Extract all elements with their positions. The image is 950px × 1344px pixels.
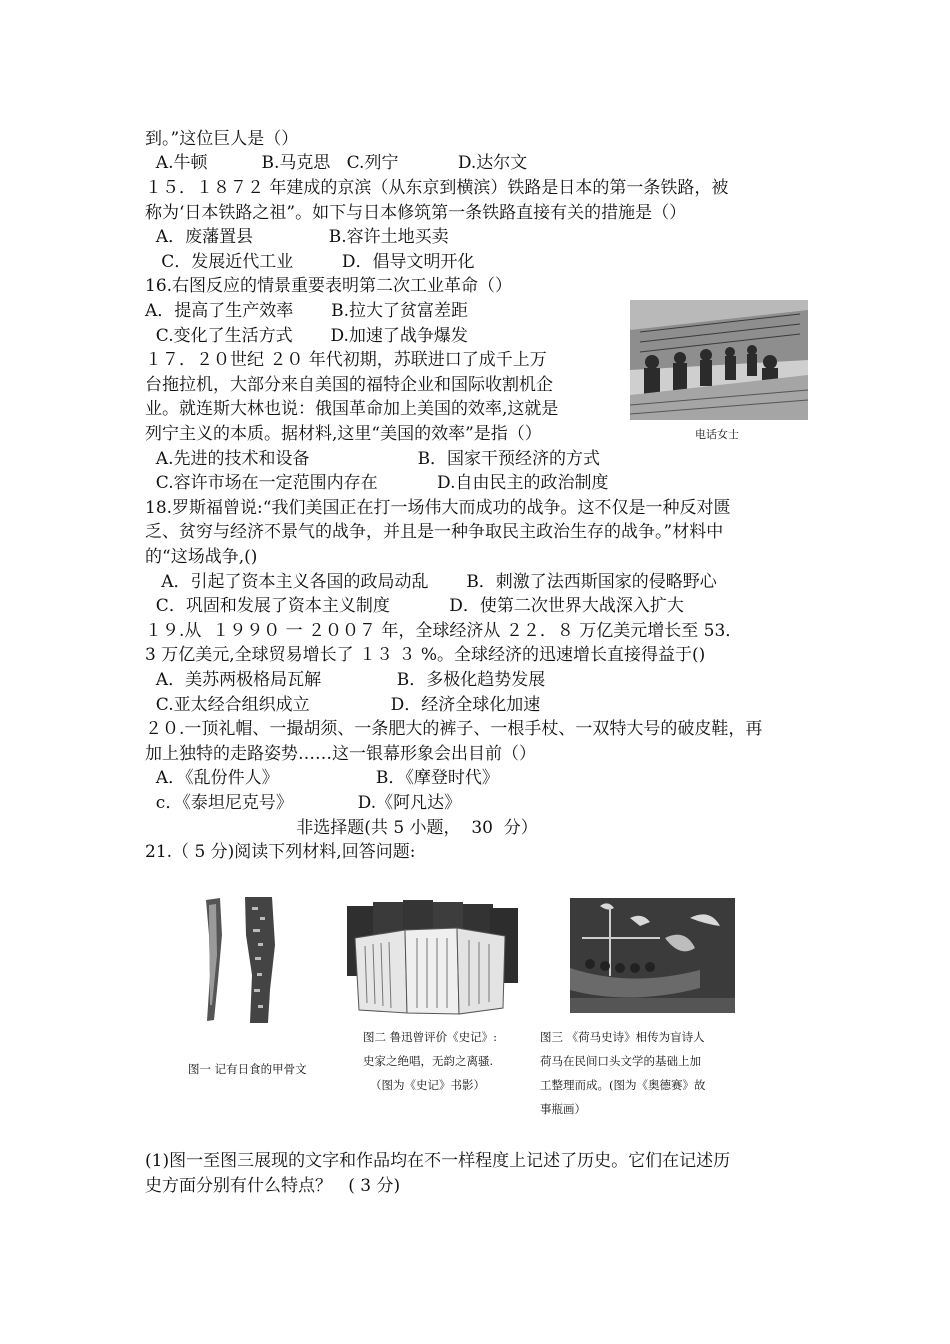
figure-2-caption: 图二 鲁迅曾评价《史记》: — [363, 1030, 498, 1044]
telephone-operators-image — [630, 300, 808, 420]
text-line: A．提高了生产效率 B.拉大了贫富差距 — [145, 301, 468, 321]
question-line: 史方面分别有什么特点？ ( 3 分) — [145, 1176, 401, 1196]
odyssey-vase-image — [570, 898, 735, 1013]
text-line: 台拖拉机，大部分来自美国的福特企业和国际收割机企 — [145, 375, 553, 395]
figure-1-caption: 图一 记有日食的甲骨文 — [188, 1062, 307, 1076]
oracle-bone-image — [200, 895, 290, 1025]
text-line: c．《泰坦尼克号》 D.《阿凡达》 — [145, 793, 462, 813]
text-line: C．发展近代工业 D．倡导文明开化 — [145, 252, 475, 272]
text-line: 加上独特的走路姿势……这一银幕形象会出目前（） — [145, 744, 536, 764]
text-line: 18.罗斯福曾说:“我们美国正在打一场伟大而成功的战争。这不仅是一种反对匮 — [145, 498, 731, 518]
text-line: 16.右图反应的情景重要表明第二次工业革命（） — [145, 276, 513, 296]
text-line: A．《乱份件人》 B．《摩登时代》 — [145, 768, 499, 788]
text-line: A．美苏两极格局瓦解 B．多极化趋势发展 — [145, 670, 546, 690]
text-line: １５．１８７２ 年建成的京滨（从东京到横滨）铁路是日本的第一条铁路，被 — [145, 178, 729, 198]
text-line: 称为‘日本铁路之祖”。如下与日本修筑第一条铁路直接有关的措施是（） — [145, 203, 687, 223]
figure-3-caption: 荷马在民间口头文学的基础上加 — [540, 1054, 701, 1068]
text-line: A.牛顿 B.马克思 C.列宁 D.达尔文 — [145, 153, 528, 173]
text-line: 业。就连斯大林也说：俄国革命加上美国的效率,这就是 — [145, 399, 559, 419]
text-line: １９.从 １９９０ 一 ２００７ 年，全球经济从 ２２．８ 万亿美元增长至 53． — [145, 621, 743, 641]
text-line: 的“这场战争,() — [145, 547, 258, 567]
text-line: C.容许市场在一定范围内存在 D.自由民主的政治制度 — [145, 473, 609, 493]
figure-3-caption: 事瓶画） — [540, 1102, 586, 1116]
figure-3-caption: 图三 《荷马史诗》相传为盲诗人 — [540, 1030, 705, 1044]
figure-2-caption: （图为《史记》书影） — [370, 1078, 485, 1092]
section-heading: 非选择题(共 5 小题， 30 分） — [145, 818, 538, 838]
question-line: (1)图一至图三展现的文字和作品均在不一样程度上记述了历史。它们在记述历 — [145, 1151, 731, 1171]
text-line: 乏、贫穷与经济不景气的战争，并且是一种争取民主政治生存的战争。”材料中 — [145, 522, 724, 542]
text-line: 21.（ 5 分)阅读下列材料,回答问题: — [145, 842, 416, 862]
shiji-book-image — [345, 898, 520, 1018]
text-line: A．引起了资本主义各国的政局动乱 B．刺激了法西斯国家的侵略野心 — [145, 572, 717, 592]
text-line: C．巩固和发展了资本主义制度 D．使第二次世界大战深入扩大 — [145, 596, 684, 616]
text-line: ２０.一顶礼帽、一撮胡须、一条肥大的裤子、一根手杖、一双特大号的破皮鞋，再 — [145, 719, 763, 739]
text-line: 3 万亿美元,全球贸易增长了 １３ ３ %。全球经济的迅速增长直接得益于() — [145, 645, 706, 665]
text-line: C.变化了生活方式 D.加速了战争爆发 — [145, 326, 468, 346]
figure-2-caption: 史家之绝唱，无韵之离骚. — [363, 1054, 494, 1068]
figure-3-caption: 工整理而成。(图为《奥德赛》故 — [540, 1078, 706, 1092]
text-line: A．废藩置县 B.容许土地买卖 — [145, 227, 449, 247]
text-line: A.先进的技术和设备 B．国家干预经济的方式 — [145, 449, 601, 469]
text-line: 到。”这位巨人是（） — [145, 129, 299, 149]
text-line: 列宁主义的本质。据材料,这里“美国的效率”是指（） — [145, 424, 542, 444]
text-line: C.亚太经合组织成立 D．经济全球化加速 — [145, 695, 541, 715]
image-caption: 电话女士 — [695, 428, 739, 441]
text-line: １７．２０世纪 ２０ 年代初期，苏联进口了成千上万 — [145, 350, 547, 370]
